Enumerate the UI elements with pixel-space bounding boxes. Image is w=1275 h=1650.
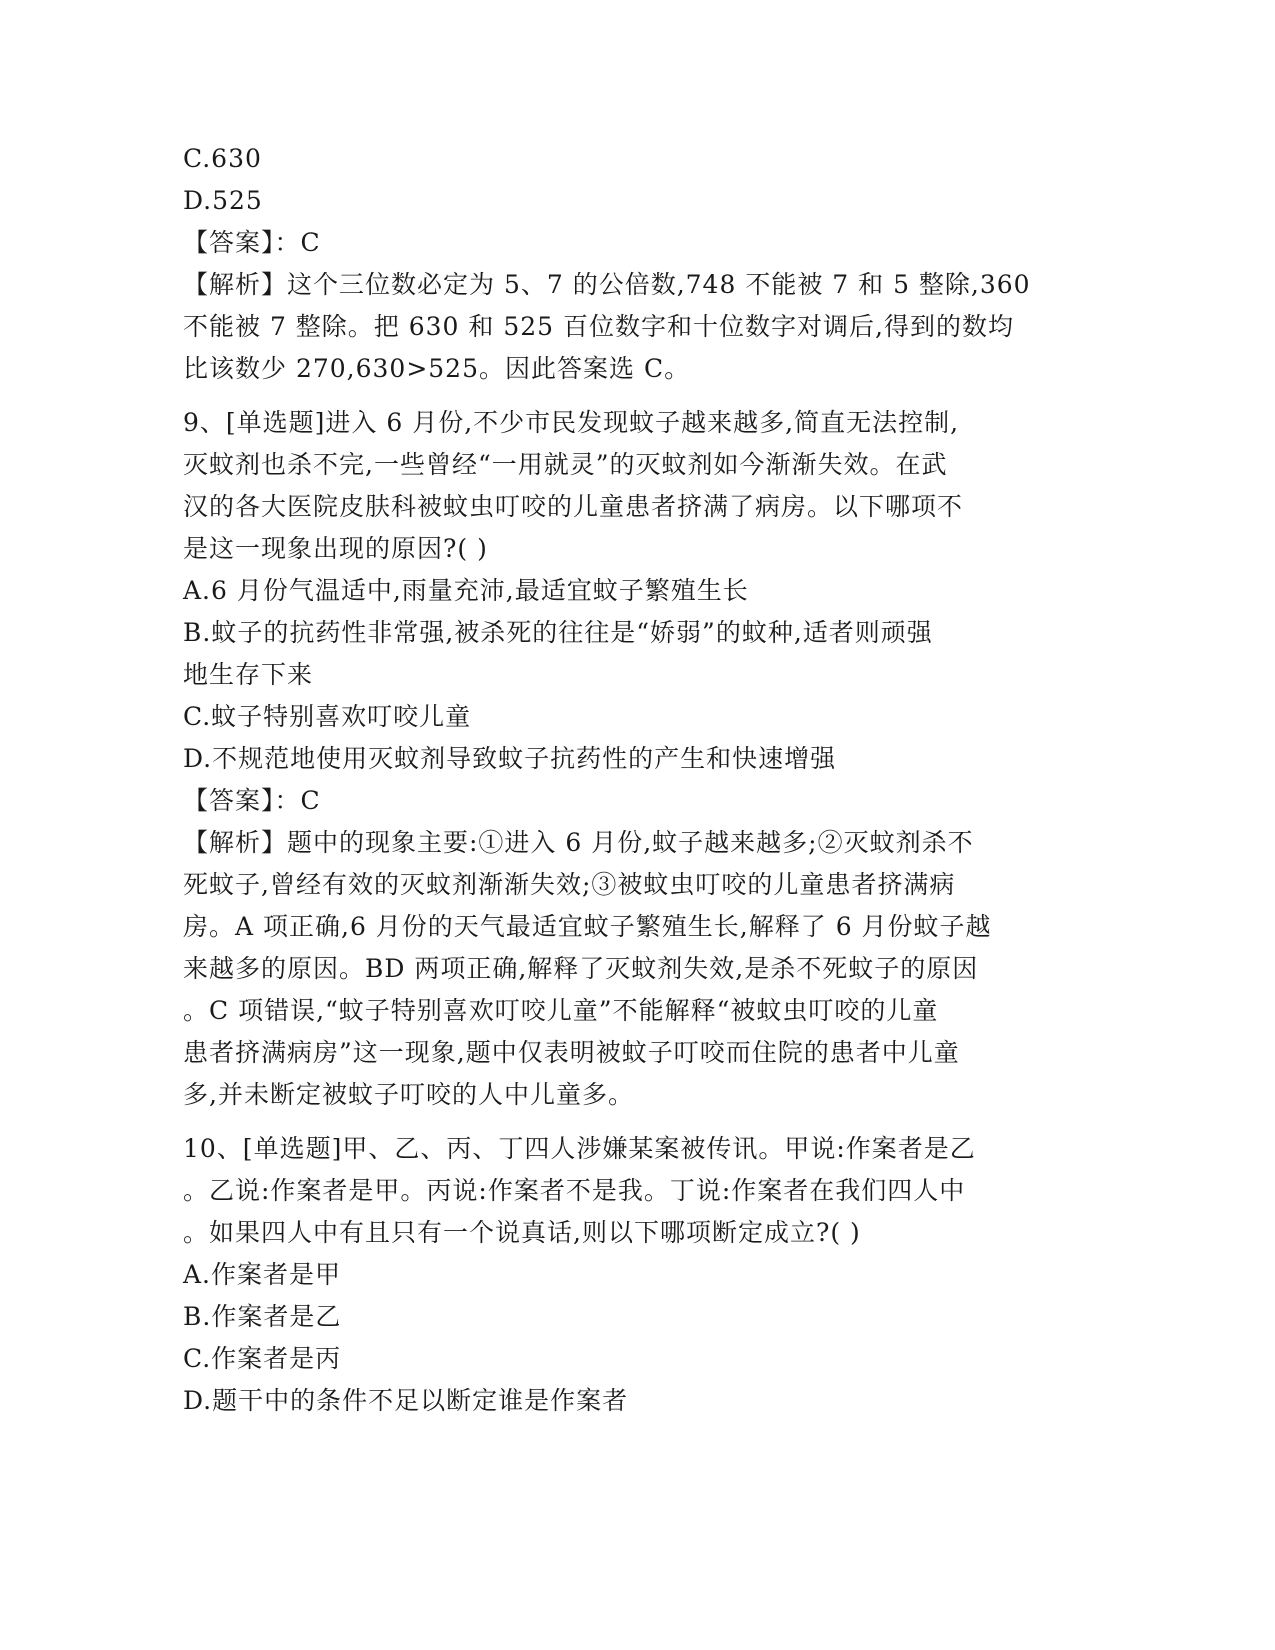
analysis-line: 。C 项错误,“蚊子特别喜欢叮咬儿童”不能解释“被蚊虫叮咬的儿童 xyxy=(183,996,939,1025)
option-b: B.作案者是乙 xyxy=(183,1302,342,1331)
analysis-line: 房。A 项正确,6 月份的天气最适宜蚊子繁殖生长,解释了 6 月份蚊子越 xyxy=(183,912,992,941)
question-stem-line: 灭蚊剂也杀不完,一些曾经“一用就灵”的灭蚊剂如今渐渐失效。在武 xyxy=(183,450,948,479)
option-a: A.6 月份气温适中,雨量充沛,最适宜蚊子繁殖生长 xyxy=(183,576,749,605)
option-b: B.蚊子的抗药性非常强,被杀死的往往是“娇弱”的蚊种,适者则顽强 xyxy=(183,618,933,647)
option-a: A.作案者是甲 xyxy=(183,1260,342,1289)
question-stem-line: 是这一现象出现的原因?( ) xyxy=(183,534,488,563)
analysis-line: 比该数少 270,630>525。因此答案选 C。 xyxy=(183,354,691,383)
option-d: D.不规范地使用灭蚊剂导致蚊子抗药性的产生和快速增强 xyxy=(183,744,837,773)
question-10 xyxy=(183,1128,1063,1422)
spacer xyxy=(183,1116,1063,1128)
question-stem-line: 。如果四人中有且只有一个说真话,则以下哪项断定成立?( ) xyxy=(183,1218,861,1247)
analysis-line: 多,并未断定被蚊子叮咬的人中儿童多。 xyxy=(183,1080,634,1109)
question-stem-line: 。乙说:作案者是甲。丙说:作案者不是我。丁说:作案者在我们四人中 xyxy=(183,1176,966,1205)
analysis-line: 死蚊子,曾经有效的灭蚊剂渐渐失效;③被蚊虫叮咬的儿童患者挤满病 xyxy=(183,870,956,899)
analysis-line: 不能被 7 整除。把 630 和 525 百位数字和十位数字对调后,得到的数均 xyxy=(183,312,1014,341)
question-stem-line: 汉的各大医院皮肤科被蚊虫叮咬的儿童患者挤满了病房。以下哪项不 xyxy=(183,492,964,521)
question-8-tail xyxy=(183,138,1063,390)
question-stem-line: 10、[单选题]甲、乙、丙、丁四人涉嫌某案被传讯。甲说:作案者是乙 xyxy=(183,1134,976,1163)
analysis-line: 来越多的原因。BD 两项正确,解释了灭蚊剂失效,是杀不死蚊子的原因 xyxy=(183,954,979,983)
answer-label: 【答案】：C xyxy=(183,228,321,257)
spacer xyxy=(183,390,1063,402)
question-9 xyxy=(183,402,1063,1116)
question-stem-line: 9、[单选题]进入 6 月份,不少市民发现蚊子越来越多,简直无法控制, xyxy=(183,408,960,437)
analysis-line: 【解析】这个三位数必定为 5、7 的公倍数,748 不能被 7 和 5 整除,360 xyxy=(183,270,1031,299)
option-d: D.题干中的条件不足以断定谁是作案者 xyxy=(183,1386,629,1415)
page-content xyxy=(183,138,1063,1422)
answer-label: 【答案】：C xyxy=(183,786,321,815)
option-c: C.作案者是丙 xyxy=(183,1344,342,1373)
option-c: C.蚊子特别喜欢叮咬儿童 xyxy=(183,702,472,731)
analysis-line: 【解析】题中的现象主要:①进入 6 月份,蚊子越来越多;②灭蚊剂杀不 xyxy=(183,828,974,857)
option-b-continued: 地生存下来 xyxy=(183,660,314,689)
option-d: D.525 xyxy=(183,186,263,215)
option-c: C.630 xyxy=(183,144,262,173)
analysis-line: 患者挤满病房”这一现象,题中仅表明被蚊子叮咬而住院的患者中儿童 xyxy=(183,1038,960,1067)
